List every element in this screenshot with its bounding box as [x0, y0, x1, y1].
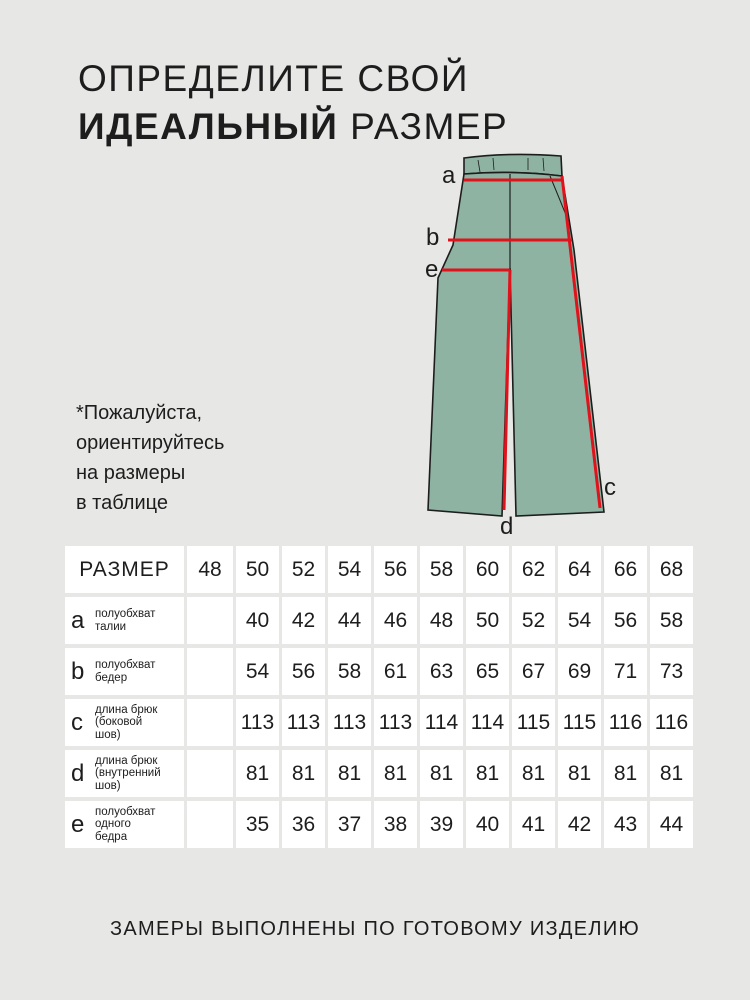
value-cell: 69 [558, 648, 601, 695]
note-line: в таблице [76, 492, 168, 514]
measurement-letter: a [71, 606, 85, 634]
value-cell: 81 [236, 750, 279, 797]
value-cell: 37 [328, 801, 371, 848]
size-header-cell: 52 [282, 546, 325, 593]
description-line: шов) [95, 779, 121, 792]
size-header-cell: 66 [604, 546, 647, 593]
diagram-label-d: d [500, 513, 514, 540]
description-line: бедра [95, 830, 128, 843]
value-cell: 50 [466, 597, 509, 644]
table-row [65, 699, 696, 748]
diagram-label-b: b [426, 224, 440, 251]
diagram-label-c: c [604, 474, 616, 501]
empty-value-cell [187, 750, 233, 797]
value-cell: 81 [558, 750, 601, 797]
value-cell: 36 [282, 801, 325, 848]
measurement-letter: b [71, 657, 85, 685]
description-line: талии [95, 620, 127, 633]
value-cell: 115 [558, 699, 601, 746]
value-cell: 46 [374, 597, 417, 644]
measurement-letter: c [71, 708, 83, 736]
empty-value-cell [187, 801, 233, 848]
value-cell: 116 [650, 699, 693, 746]
measurement-description [95, 608, 155, 633]
value-cell: 113 [374, 699, 417, 746]
value-cell: 58 [650, 597, 693, 644]
empty-value-cell [187, 597, 233, 644]
size-note [76, 398, 224, 518]
value-cell: 115 [512, 699, 555, 746]
value-cell: 81 [604, 750, 647, 797]
value-cell: 54 [558, 597, 601, 644]
value-cell: 39 [420, 801, 463, 848]
trousers-measurement-diagram [418, 150, 628, 540]
value-cell: 54 [236, 648, 279, 695]
title-line-2 [78, 103, 508, 151]
value-cell: 43 [604, 801, 647, 848]
size-header-cell: 64 [558, 546, 601, 593]
description-line: полуобхват [95, 608, 156, 620]
value-cell: 81 [466, 750, 509, 797]
value-cell: 114 [466, 699, 509, 746]
description-line: шов) [95, 728, 121, 741]
size-header-cell: 48 [187, 546, 233, 593]
description-line: длина брюк [95, 754, 158, 767]
measurement-description [95, 704, 157, 742]
value-cell: 44 [650, 801, 693, 848]
size-header-cell: 68 [650, 546, 693, 593]
diagram-label-a: a [442, 162, 456, 189]
size-header-cell: 60 [466, 546, 509, 593]
description-line: полуобхват [95, 805, 156, 818]
measurement-letter: e [71, 810, 85, 838]
note-line: ориентируйтесь [76, 432, 225, 454]
title-line-1: ОПРЕДЕЛИТЕ СВОЙ [78, 58, 469, 99]
value-cell: 52 [512, 597, 555, 644]
description-line: одного [95, 818, 131, 831]
description-line: (внутренний [95, 767, 161, 780]
value-cell: 113 [236, 699, 279, 746]
value-cell: 58 [328, 648, 371, 695]
table-body [65, 597, 696, 850]
title-bold-word: ИДЕАЛЬНЫЙ [78, 106, 339, 147]
value-cell: 81 [420, 750, 463, 797]
description-line: бедер [95, 671, 128, 684]
value-cell: 35 [236, 801, 279, 848]
value-cell: 67 [512, 648, 555, 695]
measurement-letter: d [71, 759, 85, 787]
value-cell: 56 [282, 648, 325, 695]
value-cell: 81 [328, 750, 371, 797]
measurement-label-cell [65, 750, 184, 797]
table-header-row [65, 546, 696, 595]
measurement-label-cell [65, 801, 184, 848]
table-row [65, 597, 696, 646]
trousers-body [428, 172, 604, 516]
value-cell: 42 [558, 801, 601, 848]
size-table [65, 546, 696, 852]
measurement-label-cell [65, 597, 184, 644]
value-cell: 116 [604, 699, 647, 746]
size-header-cell: 56 [374, 546, 417, 593]
measurement-description [95, 755, 161, 793]
value-cell: 65 [466, 648, 509, 695]
value-cell: 81 [650, 750, 693, 797]
value-cell: 73 [650, 648, 693, 695]
measurement-label-cell [65, 648, 184, 695]
value-cell: 81 [374, 750, 417, 797]
value-cell: 113 [282, 699, 325, 746]
value-cell: 40 [466, 801, 509, 848]
title-rest-word: РАЗМЕР [338, 106, 509, 147]
value-cell: 113 [328, 699, 371, 746]
size-header-cell: 58 [420, 546, 463, 593]
value-cell: 114 [420, 699, 463, 746]
value-cell: 41 [512, 801, 555, 848]
size-header-cell: 50 [236, 546, 279, 593]
value-cell: 71 [604, 648, 647, 695]
description-line: (боковой [95, 716, 143, 729]
measurement-description [95, 659, 155, 684]
table-row [65, 801, 696, 850]
value-cell: 81 [282, 750, 325, 797]
note-line: *Пожалуйста, [76, 402, 203, 424]
table-row [65, 750, 696, 799]
value-cell: 81 [512, 750, 555, 797]
table-row [65, 648, 696, 697]
measurement-description [95, 806, 155, 844]
size-header-cell: 54 [328, 546, 371, 593]
footer-note: ЗАМЕРЫ ВЫПОЛНЕНЫ ПО ГОТОВОМУ ИЗДЕЛИЮ [109, 918, 640, 940]
value-cell: 40 [236, 597, 279, 644]
description-line: длина брюк [95, 703, 158, 716]
page-title [78, 55, 508, 151]
value-cell: 42 [282, 597, 325, 644]
value-cell: 38 [374, 801, 417, 848]
size-header-cell: 62 [512, 546, 555, 593]
value-cell: 63 [420, 648, 463, 695]
value-cell: 56 [604, 597, 647, 644]
measurement-label-cell [65, 699, 184, 746]
note-line: на размеры [76, 462, 186, 484]
description-line: полуобхват [95, 659, 156, 671]
empty-value-cell [187, 699, 233, 746]
value-cell: 44 [328, 597, 371, 644]
empty-value-cell [187, 648, 233, 695]
diagram-label-e: e [425, 256, 439, 283]
value-cell: 48 [420, 597, 463, 644]
value-cell: 61 [374, 648, 417, 695]
trousers-illustration [418, 150, 628, 540]
header-label: РАЗМЕР [65, 546, 184, 593]
